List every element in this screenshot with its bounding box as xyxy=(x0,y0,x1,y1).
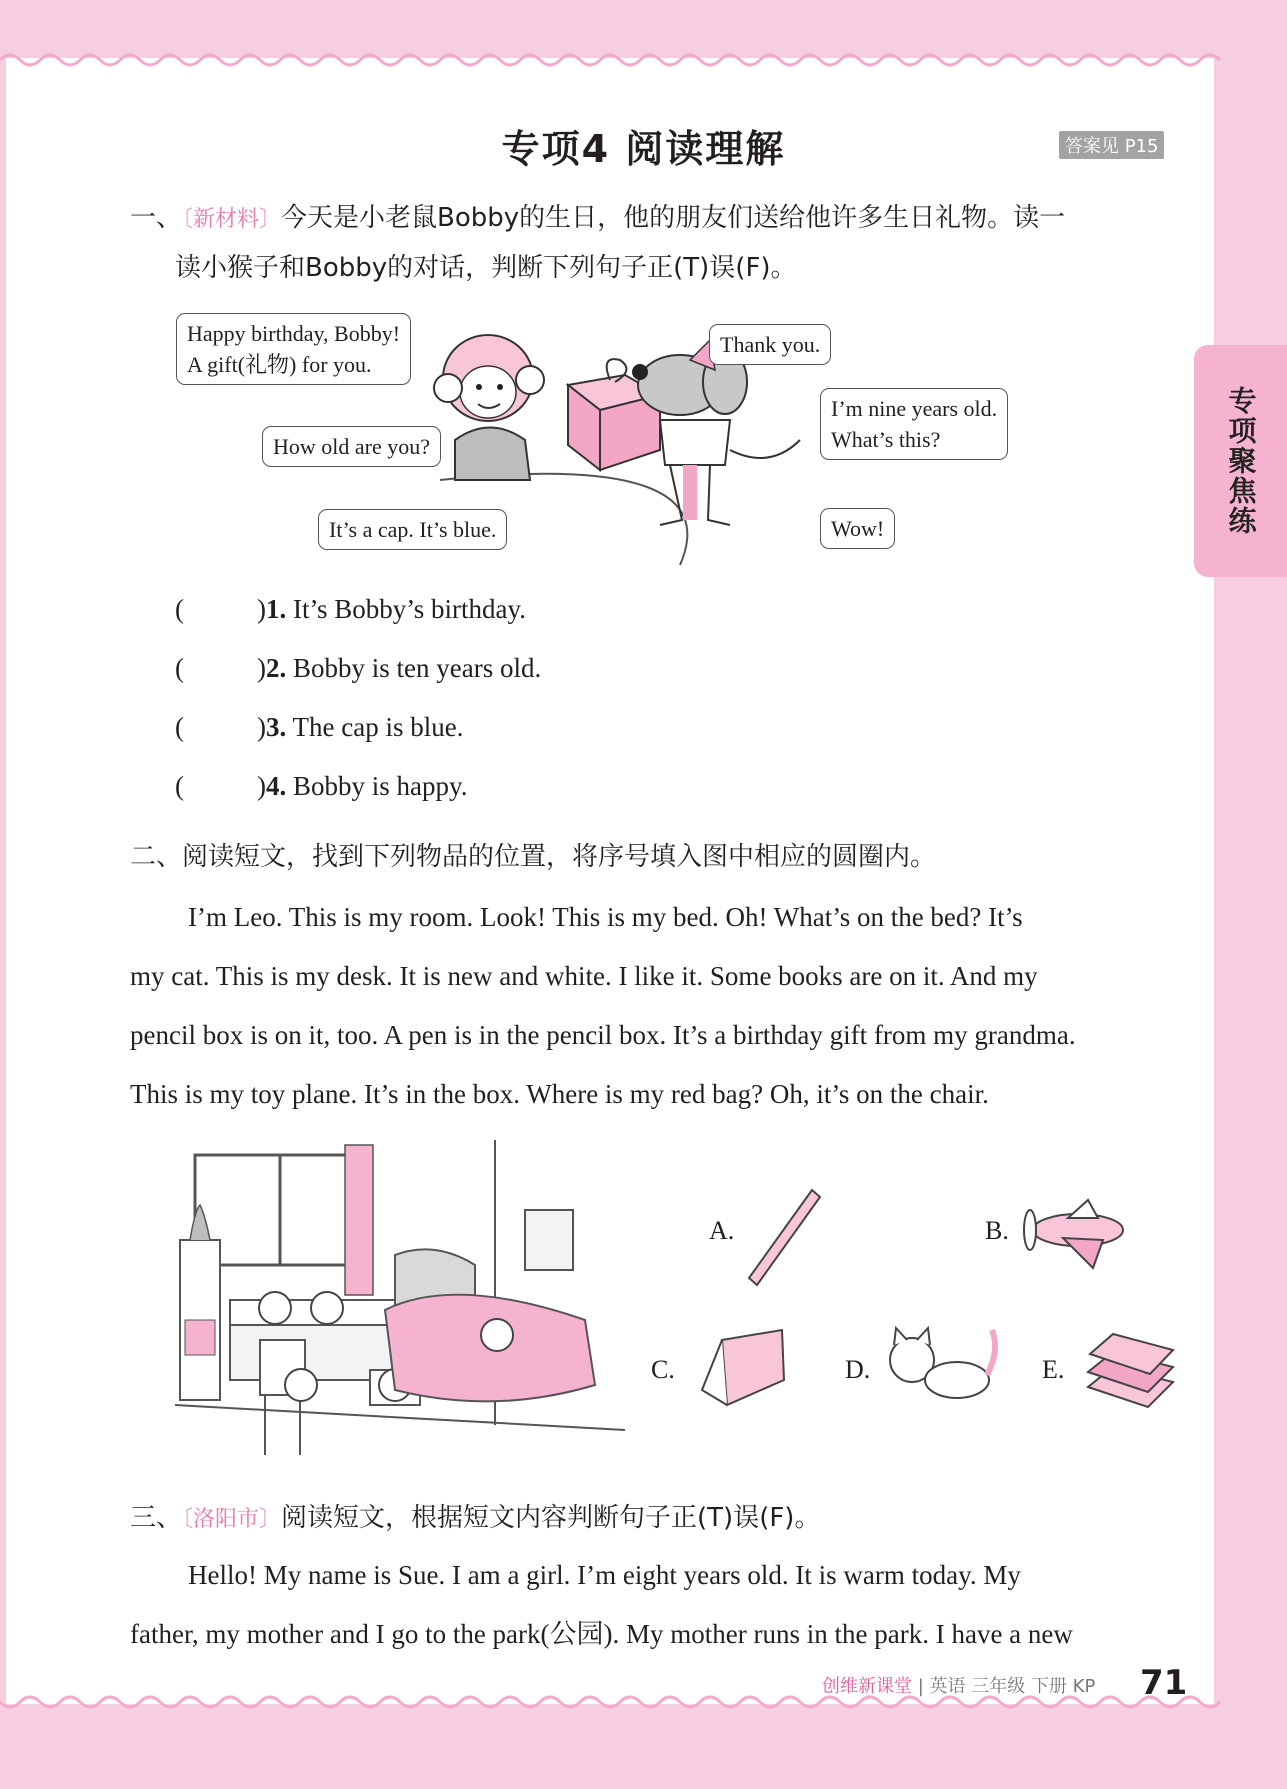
section1-number: 一、 xyxy=(130,203,183,233)
passage-line: my cat. This is my desk. It is new and white. I like it. Some books are on it. And my xyxy=(130,961,1038,991)
bag-icon xyxy=(692,1325,792,1415)
page-number: 71 xyxy=(1140,1663,1188,1703)
passage-line: father, my mother and I go to the park(公园). My mother runs in the park. I have a new xyxy=(130,1619,1073,1649)
question-text: Bobby is ten years old. xyxy=(293,653,542,683)
books-icon xyxy=(1078,1322,1178,1417)
toy-plane-icon xyxy=(1018,1198,1133,1273)
section1-tag: 〔新材料〕 xyxy=(182,207,282,232)
question-text: It’s Bobby’s birthday. xyxy=(293,594,526,624)
answer-circle xyxy=(481,1319,513,1351)
passage-line: I’m Leo. This is my room. Look! This is my bed. Oh! What’s on the bed? It’s xyxy=(188,902,1023,932)
section2-instruction xyxy=(130,832,936,882)
section2-instruction-text: 阅读短文，找到下列物品的位置，将序号填入图中相应的圆圈内。 xyxy=(182,842,937,872)
answer-circle xyxy=(311,1292,343,1324)
answer-blank[interactable]: ( xyxy=(175,771,184,801)
option-e-label: E. xyxy=(1042,1355,1065,1384)
question-number: 3. xyxy=(266,712,287,742)
option-d-label: D. xyxy=(845,1355,871,1384)
bubble-text: A gift(礼物) for you. xyxy=(187,352,372,377)
question-number: 4. xyxy=(266,771,287,801)
section1-instruction-line2: 读小猴子和Bobby的对话，判断下列句子正(T)误(F)。 xyxy=(175,253,797,283)
answer-blank[interactable]: ( xyxy=(175,594,184,624)
question-1: ( )1. It’s Bobby’s birthday. xyxy=(175,594,526,624)
section3-passage xyxy=(130,1546,1170,1664)
cat-icon xyxy=(882,1320,1007,1420)
answer-blank[interactable]: ( xyxy=(175,653,184,683)
option-a-label: A. xyxy=(709,1216,735,1245)
section3-number: 三、 xyxy=(130,1503,183,1533)
speech-bubble-monkey-1 xyxy=(176,313,411,385)
speech-bubble-mouse-1: Thank you. xyxy=(709,324,831,365)
section1-instruction-line1 xyxy=(130,193,1065,245)
question-number: 2. xyxy=(266,653,287,683)
speech-bubble-monkey-3: It’s a cap. It’s blue. xyxy=(318,509,507,550)
bubble-text: I’m nine years old. xyxy=(831,396,998,421)
bubble-text: Happy birthday, Bobby! xyxy=(187,321,401,346)
option-c-label: C. xyxy=(651,1355,675,1384)
speech-bubble-mouse-2 xyxy=(820,388,1008,460)
section3-instruction xyxy=(130,1493,820,1545)
section2-passage xyxy=(130,888,1170,1124)
passage-line: This is my toy plane. It’s in the box. Where is my red bag? Oh, it’s on the chair. xyxy=(130,1079,989,1109)
page-title: 专项4 阅读理解 xyxy=(501,127,786,171)
section3-instruction-text: 阅读短文，根据短文内容判断句子正(T)误(F)。 xyxy=(281,1503,821,1533)
question-text: The cap is blue. xyxy=(292,712,464,742)
answer-circle xyxy=(259,1292,291,1324)
top-wave-border xyxy=(0,48,1287,68)
answer-reference: 答案见 P15 xyxy=(1059,131,1164,159)
answer-circle xyxy=(285,1369,317,1401)
side-tab xyxy=(1194,345,1287,577)
question-2: ( )2. Bobby is ten years old. xyxy=(175,653,542,683)
section1-instruction: 今天是小老鼠Bobby的生日，他的朋友们送给他许多生日礼物。读一 xyxy=(281,203,1066,233)
answer-blank[interactable]: ( xyxy=(175,712,184,742)
footer-brand: 创维新课堂 xyxy=(822,1676,912,1697)
speech-bubble-monkey-2: How old are you? xyxy=(262,426,441,467)
footer-info: 英语 三年级 下册 KP xyxy=(929,1676,1096,1697)
passage-line: pencil box is on it, too. A pen is in the pencil box. It’s a birthday gift from my grandma. xyxy=(130,1020,1076,1050)
passage-line: Hello! My name is Sue. I am a girl. I’m eight years old. It is warm today. My xyxy=(188,1560,1021,1590)
pen-icon xyxy=(742,1185,822,1290)
bubble-text: What’s this? xyxy=(831,427,941,452)
monkey-figure xyxy=(434,335,544,480)
question-text: Bobby is happy. xyxy=(293,771,468,801)
section3-tag: 〔洛阳市〕 xyxy=(182,1507,282,1532)
section2-number: 二、 xyxy=(130,842,183,872)
footer: 创维新课堂 | 英语 三年级 下册 KP xyxy=(822,1676,1096,1697)
side-tab-label: 专项聚焦练 xyxy=(1224,386,1258,536)
room-illustration xyxy=(175,1135,635,1465)
option-b-label: B. xyxy=(985,1216,1009,1245)
question-4: ( )4. Bobby is happy. xyxy=(175,771,468,801)
question-number: 1. xyxy=(266,594,287,624)
speech-bubble-mouse-3: Wow! xyxy=(820,508,895,549)
question-3: ( )3. The cap is blue. xyxy=(175,712,464,742)
